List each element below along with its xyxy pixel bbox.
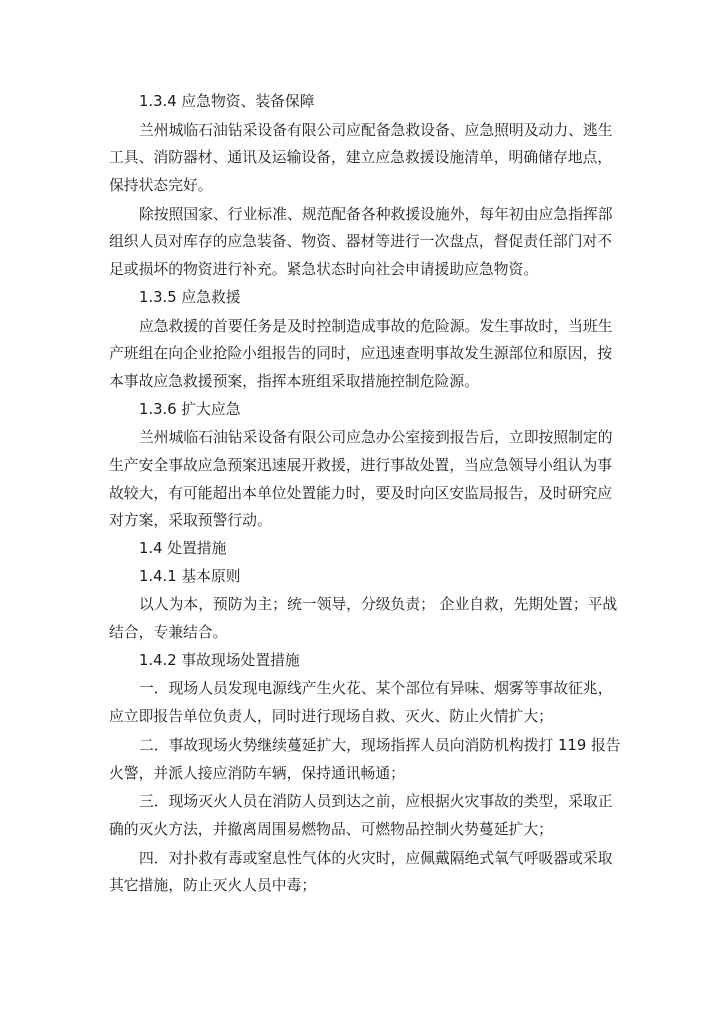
section-heading: 1.3.4 应急物资、装备保障 xyxy=(139,93,315,110)
paragraph-line: 以人为本，预防为主；统一领导，分级负责； 企业自救，先期处置；平战 xyxy=(139,596,618,614)
section-heading: 1.4.2 事故现场处置措施 xyxy=(139,651,300,669)
section-heading: 1.4.1 基本原则 xyxy=(139,567,241,585)
paragraph-line: 应立即报告单位负责人，同时进行现场自救、灭火、防止火情扩大； xyxy=(109,708,553,726)
paragraph-line: 工具、消防器材、通讯及运输设备，建立应急救援设施清单，明确储存地点， xyxy=(109,149,613,167)
paragraph-line: 组织人员对库存的应急装备、物资、器材等进行一次盘点，督促责任部门对不 xyxy=(109,233,613,251)
paragraph xyxy=(109,732,621,787)
document-body xyxy=(109,88,621,900)
paragraph-line: 生产安全事故应急预案迅速展开救援，进行事故处置，当应急领导小组认为事 xyxy=(109,456,613,474)
paragraph-line: 应急救援的首要任务是及时控制造成事故的危险源。发生事故时，当班生 xyxy=(139,317,613,335)
paragraph-line: 兰州城临石油钻采设备有限公司应配备急救设备、应急照明及动力、逃生 xyxy=(139,121,613,139)
paragraph-line: 确的灭火方法，并撤离周围易燃物品、可燃物品控制火势蔓延扩大； xyxy=(109,820,553,838)
paragraph-line: 一．现场人员发现电源线产生火花、某个部位有异味、烟雾等事故征兆， xyxy=(139,680,613,698)
paragraph-line: 对方案，采取预警行动。 xyxy=(109,512,272,530)
paragraph-line: 结合，专兼结合。 xyxy=(109,624,228,642)
section-heading: 1.3.5 应急救援 xyxy=(139,288,241,306)
paragraph xyxy=(109,201,611,284)
paragraph-line: 其它措施，防止灭火人员中毒； xyxy=(109,877,317,895)
paragraph-line: 本事故应急救援预案，指挥本班组采取措施控制危险源。 xyxy=(109,372,479,390)
paragraph xyxy=(109,424,611,535)
section-heading: 1.3.6 扩大应急 xyxy=(139,400,241,418)
paragraph-line: 保持状态完好。 xyxy=(109,177,213,195)
paragraph-line: 三．现场灭火人员在消防人员到达之前，应根据火灾事故的类型，采取正 xyxy=(139,793,613,811)
section-heading: 1.4 处置措施 xyxy=(139,540,227,557)
paragraph-line: 故较大，有可能超出本单位处置能力时，要及时向区安监局报告，及时研究应 xyxy=(109,484,613,502)
paragraph xyxy=(109,313,611,396)
paragraph xyxy=(109,845,611,900)
paragraph-line: 四．对扑救有毒或窒息性气体的火灾时，应佩戴隔绝式氧气呼吸器或采取 xyxy=(139,849,613,867)
paragraph-line: 二．事故现场火势继续蔓延扩大，现场指挥人员向消防机构拨打 119 报告 xyxy=(139,736,621,754)
paragraph xyxy=(109,788,611,843)
paragraph-line: 产班组在向企业抢险小组报告的同时，应迅速查明事故发生源部位和原因，按 xyxy=(109,345,613,363)
paragraph xyxy=(109,591,618,646)
paragraph xyxy=(109,675,611,730)
paragraph-line: 兰州城临石油钻采设备有限公司应急办公室接到报告后，立即按照制定的 xyxy=(139,429,613,447)
paragraph xyxy=(109,117,611,200)
paragraph-line: 除按照国家、行业标准、规范配备各种救援设施外，每年初由应急指挥部 xyxy=(139,205,613,223)
paragraph-line: 火警，并派人接应消防车辆，保持通讯畅通； xyxy=(109,764,405,782)
paragraph-line: 足或损坏的物资进行补充。紧急状态时向社会申请援助应急物资。 xyxy=(109,261,539,279)
